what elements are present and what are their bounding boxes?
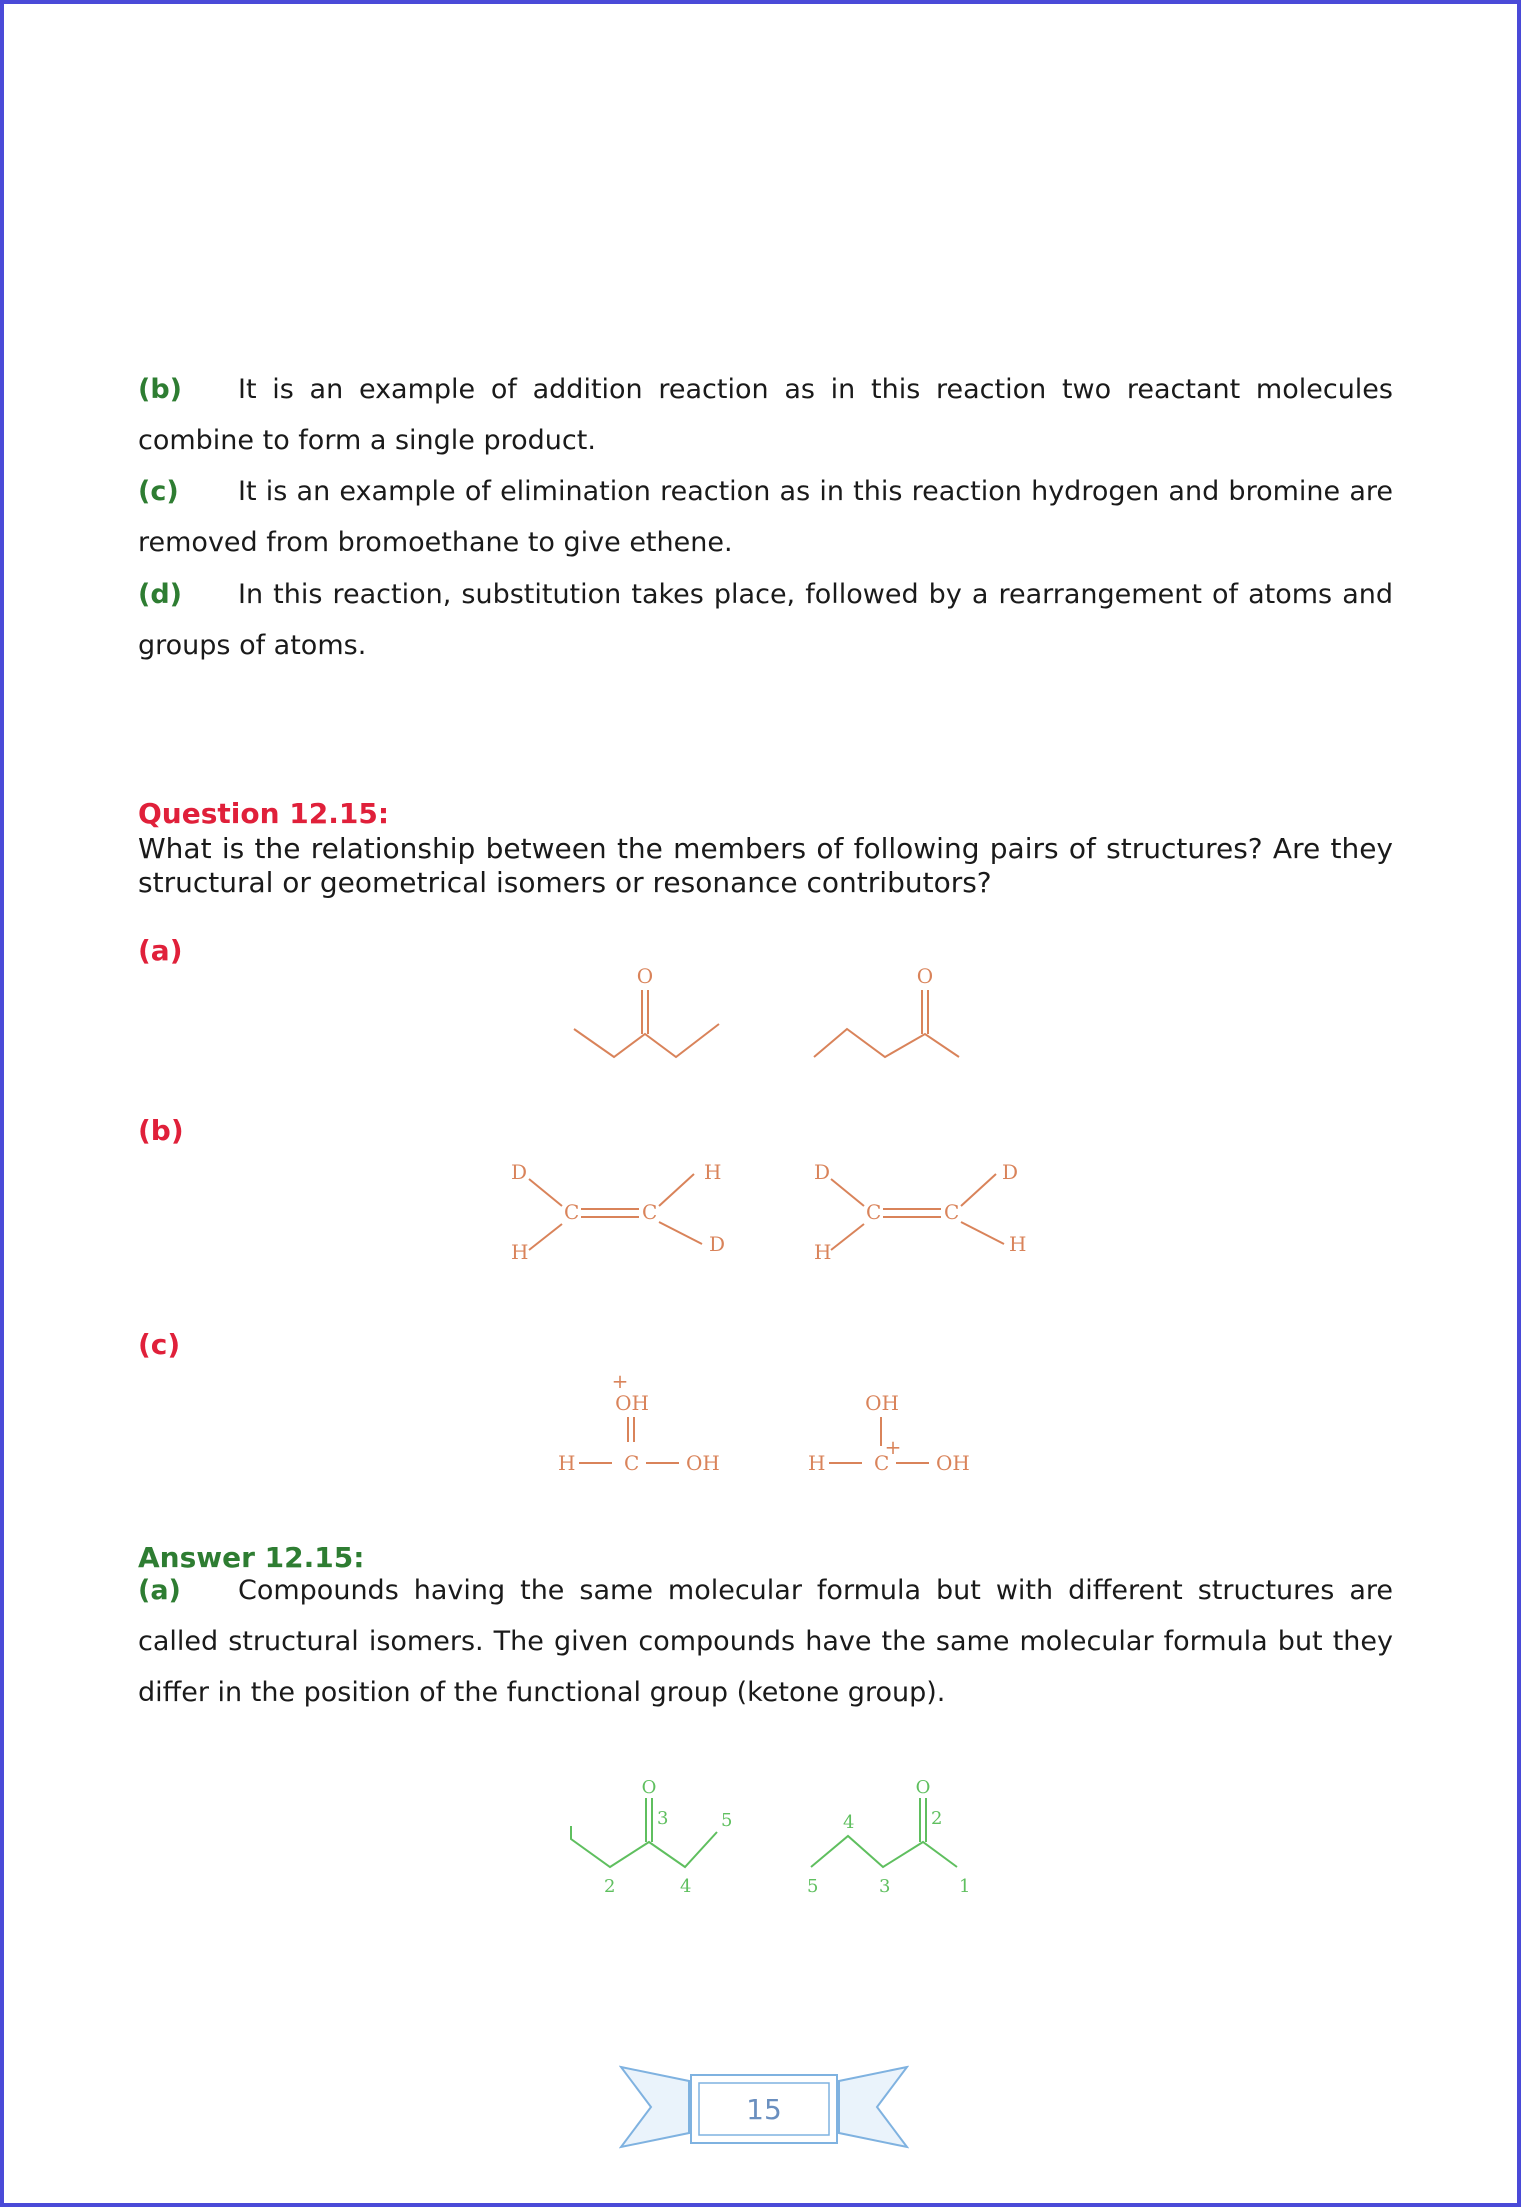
dideuteroethene-right — [814, 1160, 1026, 1264]
carbon-number: 3 — [657, 1808, 669, 1829]
carbon-number: 2 — [931, 1808, 943, 1829]
oxygen-label: O — [641, 1777, 657, 1798]
numbered-structures — [559, 1774, 999, 1904]
carbon-number: 5 — [807, 1876, 819, 1897]
atom-label: H — [808, 1451, 826, 1475]
answer-part-a-label: (a) — [138, 1575, 181, 1606]
answer-part-c-text: It is an example of elimination reaction as in this reaction hydrogen and bromine are removed from bromoethane to give ethene. — [138, 476, 1393, 558]
numbered-pentan-3-one — [571, 1777, 732, 1897]
atom-label: C — [564, 1200, 580, 1224]
protonated-formic-acid-left — [558, 1369, 720, 1475]
atom-label: C — [944, 1200, 960, 1224]
carbon-number: 5 — [721, 1810, 733, 1831]
oxygen-label: O — [915, 1777, 931, 1798]
answer-part-b-text: It is an example of addition reaction as in this reaction two reactant molecules combine to form a single product. — [138, 374, 1393, 456]
atom-label: D — [511, 1160, 528, 1184]
question-part-a-label: (a) — [138, 934, 183, 967]
numbered-pentan-2-one — [807, 1777, 970, 1897]
question-part-b-label: (b) — [138, 1114, 184, 1147]
atom-label: C — [874, 1451, 890, 1475]
carbon-number: 1 — [959, 1876, 971, 1897]
answer-part-b — [138, 364, 1393, 466]
oxygen-label: O — [636, 964, 654, 988]
charge-label: + — [884, 1435, 902, 1459]
carbon-number: 3 — [879, 1876, 891, 1897]
atom-label: C — [624, 1451, 640, 1475]
answer-part-a-text: Compounds having the same molecular formula but with different structures are called structural isomers. The given compounds have the same molecular formula but they differ in the position of the functional group (ketone group). — [138, 1575, 1393, 1708]
pentan-3-one — [574, 964, 719, 1057]
question-title: Question 12.15: — [138, 797, 390, 830]
atom-label: H — [814, 1240, 832, 1264]
answer-title: Answer 12.15: — [138, 1541, 365, 1574]
atom-label: OH — [615, 1391, 649, 1415]
structure-a-pair — [564, 964, 984, 1074]
carbon-number: 4 — [843, 1812, 855, 1833]
atom-label: OH — [686, 1451, 720, 1475]
charge-label: + — [611, 1369, 629, 1393]
page-number-ribbon — [619, 2059, 909, 2159]
structure-c-pair — [554, 1369, 994, 1484]
question-part-c-label: (c) — [138, 1328, 181, 1361]
atom-label: H — [511, 1240, 529, 1264]
pentan-2-one — [814, 964, 959, 1057]
carbon-number: 4 — [680, 1876, 692, 1897]
answer-part-c — [138, 466, 1393, 568]
atom-label: H — [704, 1160, 722, 1184]
formic-acid-carbocation-right — [808, 1391, 970, 1475]
page-number: 15 — [746, 2093, 782, 2126]
answer-part-c-label: (c) — [138, 476, 179, 507]
dideuteroethene-left — [511, 1160, 725, 1264]
atom-label: C — [866, 1200, 882, 1224]
atom-label: C — [642, 1200, 658, 1224]
carbon-number: 2 — [604, 1876, 616, 1897]
atom-label: OH — [936, 1451, 970, 1475]
answer-part-b-label: (b) — [138, 374, 183, 405]
oxygen-label: O — [916, 964, 934, 988]
structure-b-pair — [504, 1154, 1044, 1274]
answer-part-d — [138, 569, 1393, 671]
atom-label: D — [814, 1160, 831, 1184]
answer-part-a — [138, 1565, 1393, 1718]
atom-label: H — [1009, 1232, 1027, 1256]
question-text: What is the relationship between the members of following pairs of structures? Are they structural or geometrical isomers or resonance contributors? — [138, 832, 1393, 899]
answer-part-d-text: In this reaction, substitution takes place, followed by a rearrangement of atoms and groups of atoms. — [138, 579, 1393, 661]
atom-label: D — [1002, 1160, 1019, 1184]
answer-part-d-label: (d) — [138, 579, 183, 610]
atom-label: OH — [865, 1391, 899, 1415]
atom-label: D — [709, 1232, 726, 1256]
atom-label: H — [558, 1451, 576, 1475]
